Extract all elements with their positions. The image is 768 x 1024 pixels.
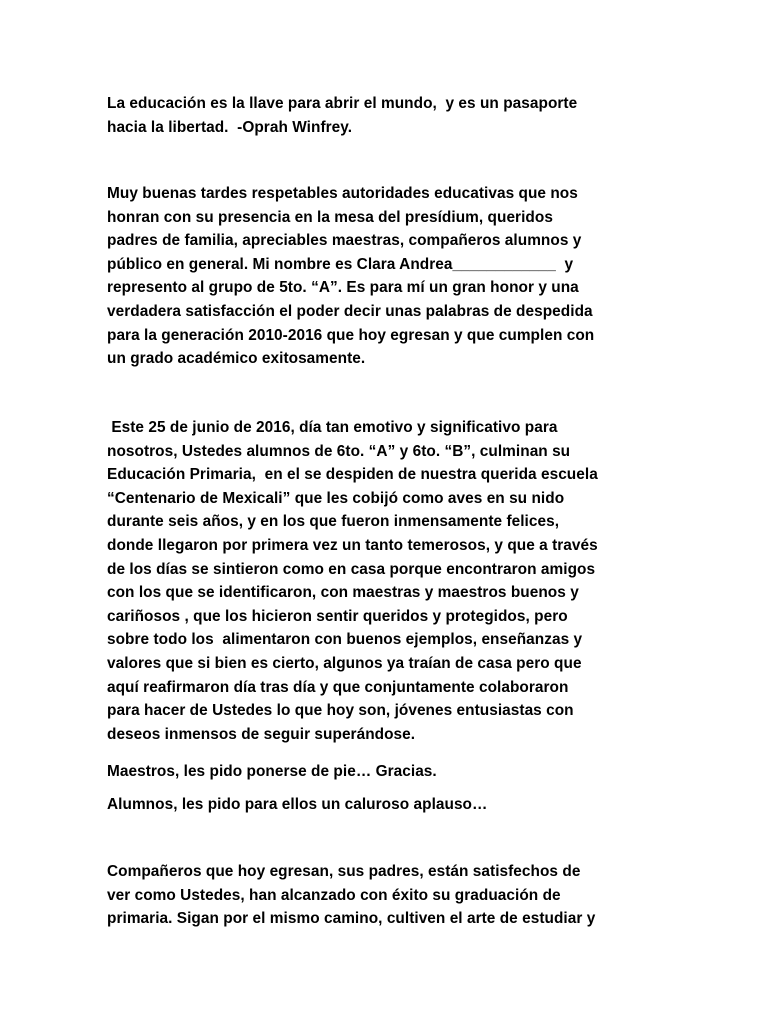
text-line: hacia la libertad. -Oprah Winfrey. — [107, 118, 353, 136]
applause-paragraph — [107, 793, 667, 817]
text-line: Maestros, les pido ponerse de pie… Gracias. — [107, 763, 437, 780]
text-line: Este 25 de junio de 2016, día tan emotivo y significativo para — [107, 419, 558, 436]
text-line: ver como Ustedes, han alcanzado con éxito su graduación de — [107, 886, 561, 904]
text-line: nosotros, Ustedes alumnos de 6to. “A” y 6to. “B”, culminan su — [107, 442, 571, 460]
text-line: aquí reafirmaron día tras día y que conjuntamente colaboraron — [107, 678, 569, 696]
text-line: primaria. Sigan por el mismo camino, cultiven el arte de estudiar y — [107, 910, 596, 928]
text-line: sobre todo los alimentaron con buenos ejemplos, enseñanzas y — [107, 631, 583, 649]
text-line: verdadera satisfacción el poder decir unas palabras de despedida — [107, 302, 593, 320]
text-line: para hacer de Ustedes lo que hoy son, jóvenes entusiastas con — [107, 702, 574, 720]
text-line: con los que se identificaron, con maestras y maestros buenos y — [107, 584, 579, 602]
text-line: un grado académico exitosamente. — [107, 350, 366, 368]
text-line: represento al grupo de 5to. “A”. Es para mí un gran honor y una — [107, 279, 579, 297]
text-line: “Centenario de Mexicali” que les cobijó como aves en su nido — [107, 489, 565, 507]
text-line: durante seis años, y en los que fueron inmensamente felices, — [107, 513, 560, 531]
text-line: La educación es la llave para abrir el mundo, y es un pasaporte — [107, 95, 578, 112]
text-line: valores que si bien es cierto, algunos ya traían de casa pero que — [107, 654, 582, 672]
closing-paragraph — [107, 860, 667, 931]
text-line: Educación Primaria, en el se despiden de nuestra querida escuela — [107, 466, 598, 484]
text-line: Alumnos, les pido para ellos un caluroso aplauso… — [107, 796, 488, 813]
text-line: honran con su presencia en la mesa del presídium, queridos — [107, 208, 553, 226]
text-line: Muy buenas tardes respetables autoridades educativas que nos — [107, 185, 578, 202]
text-line: donde llegaron por primera vez un tanto temerosos, y que a través — [107, 536, 598, 554]
greeting-paragraph — [107, 182, 667, 371]
teachers-stand-paragraph — [107, 760, 667, 784]
text-line: deseos inmensos de seguir superándose. — [107, 725, 416, 743]
quote-paragraph — [107, 92, 667, 139]
text-line: público en general. Mi nombre es Clara Andrea____________ y — [107, 255, 574, 273]
text-line: cariñosos , que los hicieron sentir queridos y protegidos, pero — [107, 607, 568, 625]
text-line: padres de familia, apreciables maestras, compañeros alumnos y — [107, 232, 582, 250]
text-line: Compañeros que hoy egresan, sus padres, están satisfechos de — [107, 863, 581, 880]
farewell-paragraph — [107, 416, 667, 746]
text-line: para la generación 2010-2016 que hoy egresan y que cumplen con — [107, 326, 595, 344]
text-line: de los días se sintieron como en casa porque encontraron amigos — [107, 560, 596, 578]
